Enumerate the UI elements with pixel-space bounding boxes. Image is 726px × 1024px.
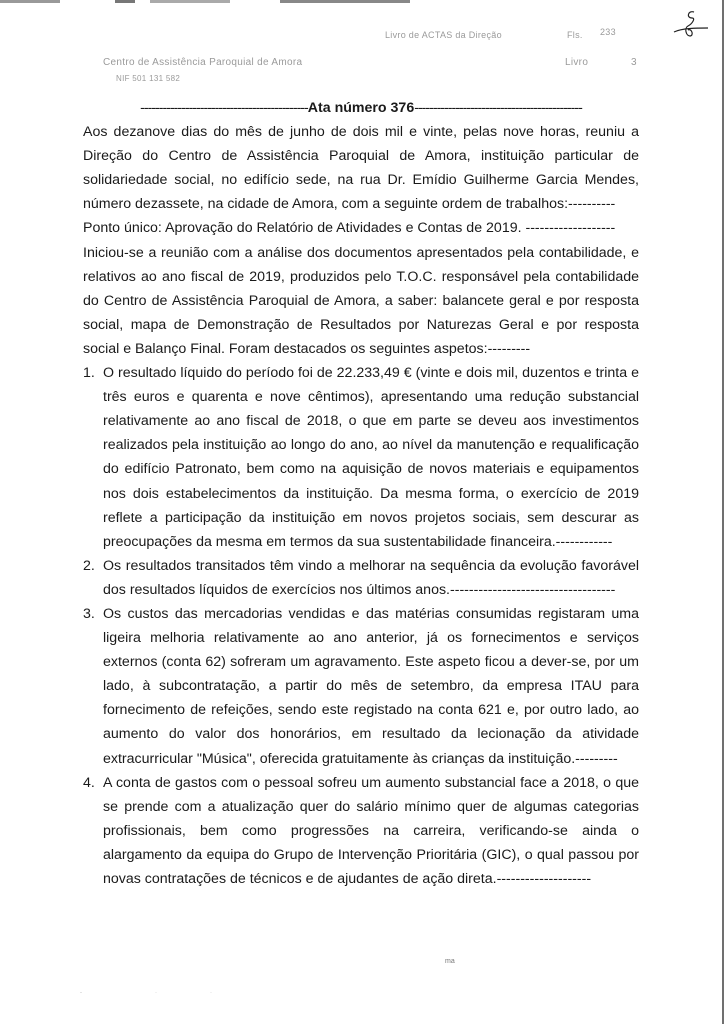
findings-list: [83, 361, 639, 891]
minutes-body: [83, 96, 639, 891]
scan-artifact: [115, 0, 135, 3]
scan-artifact: ·: [210, 990, 212, 996]
volume-label: Livro: [565, 57, 589, 68]
item-number: 4.: [83, 774, 95, 791]
opening-paragraph: Iniciou-se a reunião com a análise dos documentos apresentados pela contabilidade, e relativos ao ano fiscal de 2019, produzidos pelo T.O.C. responsável pela contabilidade do Centro de Assistência Paroquial de Amora, a saber: balancete geral e por resposta social, mapa de Demonstração de Resultados por Naturezas Geral e por resposta social e Balanço Final. Foram destacados os seguintes aspetos:---------: [83, 244, 639, 357]
document-title: Ata número 376: [307, 100, 415, 116]
nif-number: NIF 501 131 582: [116, 74, 181, 83]
folio-label: Fls.: [567, 30, 583, 40]
scan-artifact: [0, 0, 60, 3]
item-text: Os resultados transitados têm vindo a melhorar na sequência da evolução favorável dos resultados líquidos de exercícios nos últimos anos.-----------------------------------: [103, 557, 639, 598]
scan-artifact: [150, 0, 230, 3]
signature-icon: [670, 6, 710, 46]
title-dashes-right: ---------------------------------------------: [414, 100, 582, 116]
book-label: Livro de ACTAS da Direção: [385, 30, 502, 40]
scan-artifact: [280, 0, 410, 3]
intro-paragraph: Aos dezanove dias do mês de junho de dois mil e vinte, pelas nove horas, reuniu a Direção do Centro de Assistência Paroquial de Amora, instituição particular de solidariedade social, no edifício sede, na rua Dr. Emídio Guilherme Garcia Mendes, número dezassete, na cidade de Amora, com a seguinte ordem de trabalhos:----------: [83, 124, 639, 213]
item-text: Os custos das mercadorias vendidas e das matérias consumidas registaram uma ligeira melhoria relativamente ao ano anterior, já os fornecimentos e serviços externos (conta 62) sofreram um agravamento. Este aspeto ficou a dever-se, por um lado, à subcontratação, a partir do mês de setembro, da empresa ITAU para fornecimento de refeições, sendo este registado na conta 621 e, por outro lado, ao aumento do valor dos honorários, em resultado da lecionação da atividade extracurricular "Música", oferecida gratuitamente às crianças da instituição.---------: [103, 605, 639, 767]
title-dashes-left: ---------------------------------------------: [140, 100, 308, 116]
document-title-line: [83, 96, 639, 120]
list-item: [83, 554, 639, 602]
list-item: [83, 361, 639, 554]
scan-artifact: ·: [155, 990, 157, 996]
footer-initials: ma: [445, 958, 455, 965]
organization-name: Centro de Assistência Paroquial de Amora: [103, 57, 303, 68]
list-item: [83, 771, 639, 891]
item-number: 3.: [83, 605, 95, 622]
page-edge: [722, 0, 724, 1024]
scan-artifact: -: [80, 990, 82, 996]
agenda-paragraph: Ponto único: Aprovação do Relatório de Atividades e Contas de 2019. -------------------: [83, 220, 616, 237]
list-item: [83, 602, 639, 771]
item-text: A conta de gastos com o pessoal sofreu um aumento substancial face a 2018, o que se prende com a atualização quer do salário mínimo quer de algumas categorias profissionais, bem como progressões na carreira, verificando-se ainda o alargamento da equipa do Grupo de Intervenção Prioritária (GIC), o qual passou por novas contratações de técnicos e de ajudantes de ação direta.--------------------: [103, 774, 639, 887]
volume-number: 3: [631, 57, 637, 68]
item-text: O resultado líquido do período foi de 22.233,49 € (vinte e dois mil, duzentos e trinta e três euros e quarenta e nove cêntimos), apresentando uma redução substancial relativamente ao ano fiscal de 2018, o que em parte se deveu aos investimentos realizados pela instituição ao longo do ano, ao nível da manutenção e requalificação do edifício Patronato, bem como na aquisição de novos materiais e equipamentos nos dois estabelecimentos da instituição. Da mesma forma, o exercício de 2019 reflete a participação da instituição em novos projetos sociais, sem descurar as preocupações da mesma em termos da sua sustentabilidade financeira.------------: [103, 365, 639, 550]
item-number: 1.: [83, 365, 95, 382]
folio-number: 233: [600, 27, 616, 37]
item-number: 2.: [83, 557, 95, 574]
